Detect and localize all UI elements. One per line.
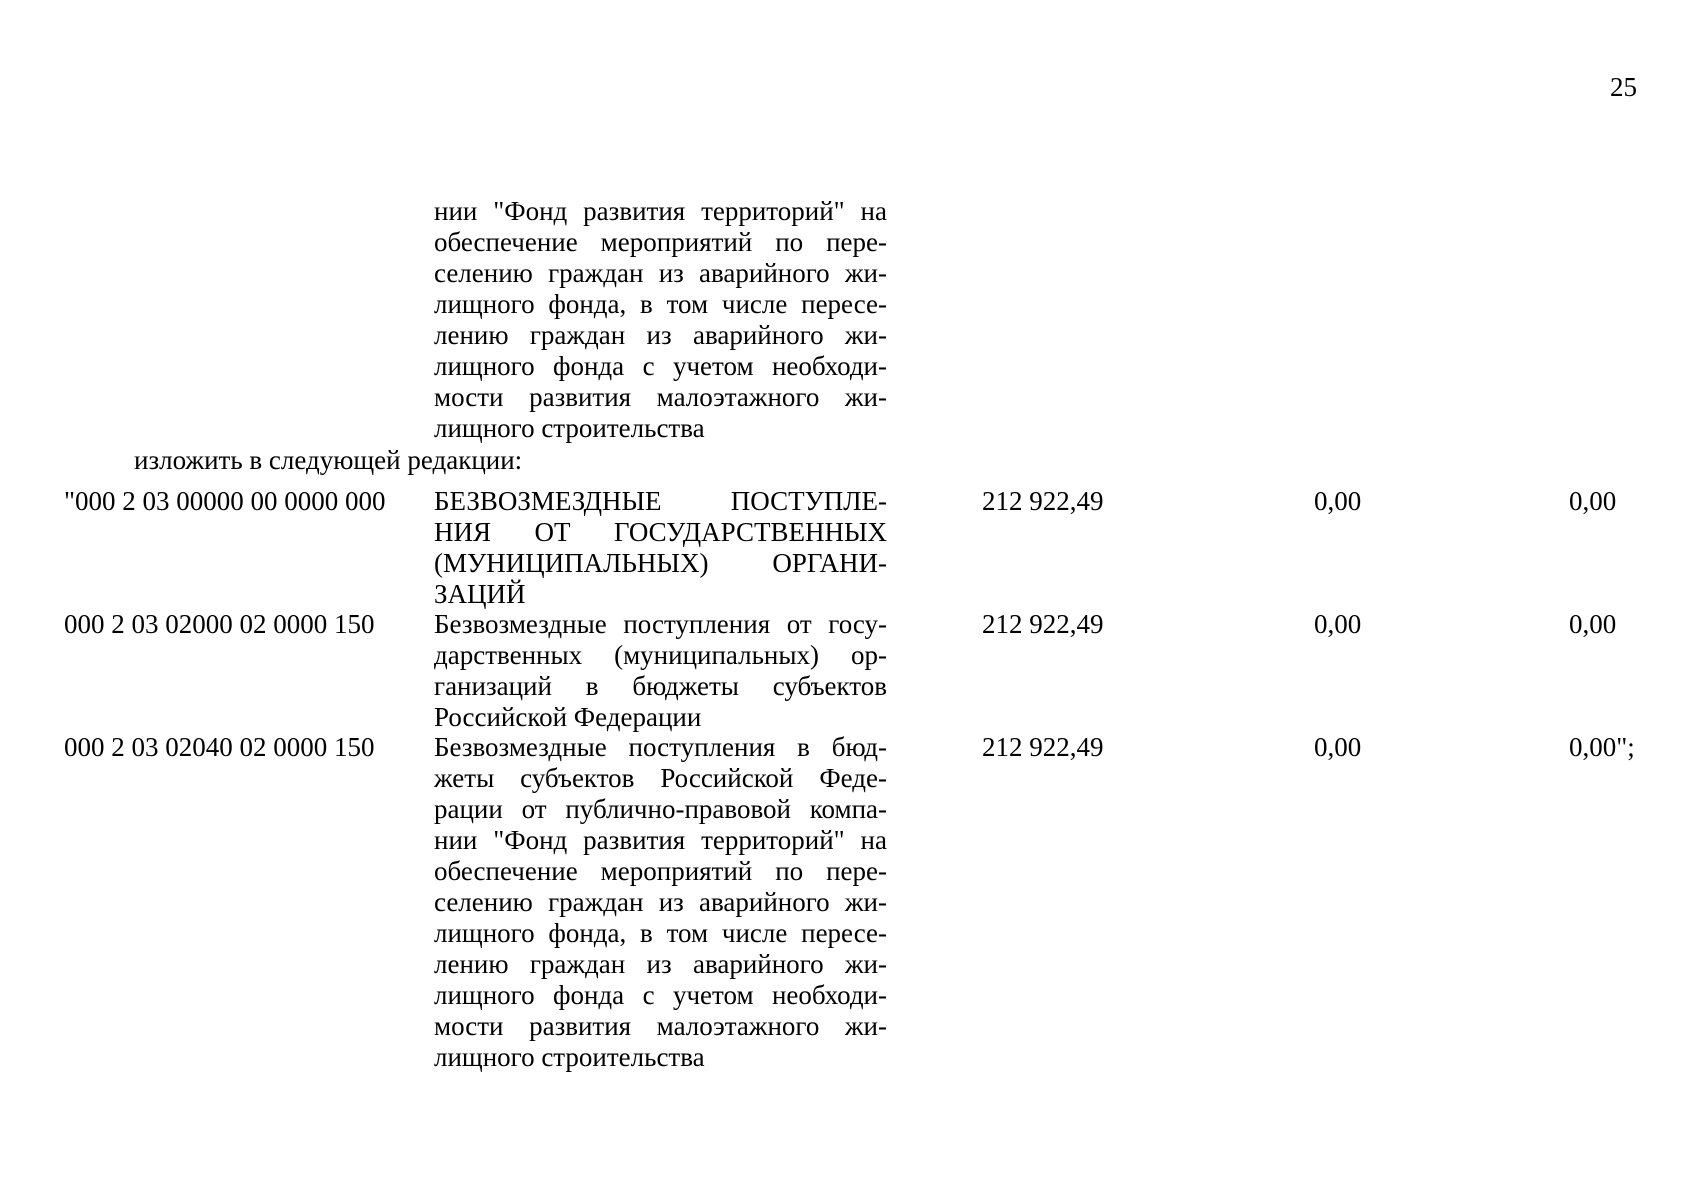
row-code: 000 2 03 02040 02 0000 150: [64, 732, 375, 762]
description-line: обеспечение мероприятий по пере-: [434, 227, 887, 257]
description-line: лению граждан из аварийного жи-: [434, 949, 887, 979]
description-line: БЕЗВОЗМЕЗДНЫЕ ПОСТУПЛЕ-: [434, 486, 887, 516]
description-line: мости развития малоэтажного жи-: [434, 1011, 887, 1041]
description-line: Российской Федерации: [434, 702, 702, 732]
row-code: "000 2 03 00000 00 0000 000: [64, 486, 386, 516]
description-line: нии "Фонд развития территорий" на: [434, 196, 887, 226]
description-line: мости развития малоэтажного жи-: [434, 382, 887, 412]
row-value-1: 212 922,49: [982, 732, 1104, 762]
description-line: лищного фонда, в том числе пересе-: [434, 918, 887, 948]
row-value-3: 0,00";: [1569, 732, 1635, 762]
row-value-2: 0,00: [1314, 486, 1362, 516]
description-line: лищного строительства: [434, 1042, 705, 1072]
description-line: селению граждан из аварийного жи-: [434, 258, 887, 288]
description-line: жеты субъектов Российской Феде-: [434, 763, 887, 793]
description-line: лению граждан из аварийного жи-: [434, 320, 887, 350]
row-description: [434, 732, 887, 1073]
page-number: 25: [1610, 72, 1637, 102]
intro-text: изложить в следующей редакции:: [134, 445, 523, 475]
description-line: селению граждан из аварийного жи-: [434, 887, 887, 917]
description-line: рации от публично-правовой компа-: [434, 794, 887, 824]
row-value-1: 212 922,49: [982, 609, 1104, 639]
row-value-3: 0,00: [1569, 486, 1617, 516]
row-value-1: 212 922,49: [982, 486, 1104, 516]
row-value-2: 0,00: [1314, 609, 1362, 639]
row-description: [434, 486, 887, 610]
description-line: лищного строительства: [434, 413, 705, 443]
row-value-3: 0,00: [1569, 609, 1617, 639]
description-line: ЗАЦИЙ: [434, 579, 526, 609]
description-line: НИЯ ОТ ГОСУДАРСТВЕННЫХ: [434, 517, 887, 547]
continued-description: [434, 196, 887, 444]
row-code: 000 2 03 02000 02 0000 150: [64, 609, 375, 639]
description-line: лищного фонда с учетом необходи-: [434, 980, 887, 1010]
description-line: Безвозмездные поступления от госу-: [434, 609, 887, 639]
description-line: нии "Фонд развития территорий" на: [434, 825, 887, 855]
row-description: [434, 609, 887, 733]
description-line: дарственных (муниципальных) ор-: [434, 640, 887, 670]
description-line: (МУНИЦИПАЛЬНЫХ) ОРГАНИ-: [434, 548, 887, 578]
description-line: лищного фонда, в том числе пересе-: [434, 289, 887, 319]
description-line: Безвозмездные поступления в бюд-: [434, 732, 887, 762]
row-value-2: 0,00: [1314, 732, 1362, 762]
description-line: ганизаций в бюджеты субъектов: [434, 671, 887, 701]
description-line: лищного фонда с учетом необходи-: [434, 351, 887, 381]
description-line: обеспечение мероприятий по пере-: [434, 856, 887, 886]
